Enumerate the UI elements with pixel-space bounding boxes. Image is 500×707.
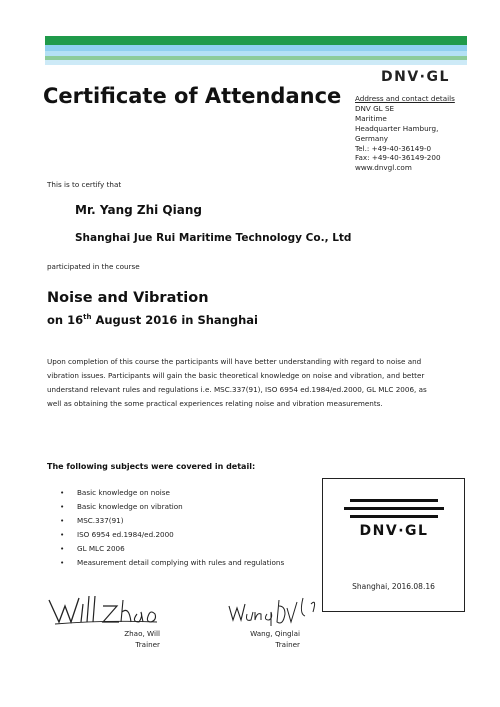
course-title: Noise and Vibration: [47, 290, 209, 306]
bullet-icon: •: [60, 544, 65, 553]
participant-name: Mr. Yang Zhi Qiang: [75, 203, 202, 217]
address-phone: Tel.: +49-40-36149-0: [355, 143, 432, 153]
certify-text: This is to certify that: [47, 180, 122, 189]
address-website: www.dnvgl.com: [355, 163, 412, 173]
address-line: Maritime: [355, 113, 387, 123]
header-color-band: [45, 36, 467, 69]
course-date: on 16th August 2016 in Shanghai: [47, 313, 258, 327]
address-heading: Address and contact details: [355, 94, 455, 103]
list-item: • Measurement detail complying with rules and regulations: [60, 556, 284, 570]
stamp-logo: [344, 499, 444, 539]
address-line: Headquarter Hamburg,: [355, 123, 439, 133]
trainer-role: Trainer: [275, 640, 300, 649]
bullet-icon: •: [60, 502, 65, 511]
trainer-2: [230, 628, 300, 650]
list-item: • GL MLC 2006: [60, 542, 284, 556]
signature-will-zhao: [45, 592, 165, 628]
bullet-icon: •: [60, 516, 65, 525]
bullet-icon: •: [60, 530, 65, 539]
signature-wang-qinglai: [225, 592, 325, 628]
place-date: Shanghai, 2016.08.16: [352, 582, 435, 591]
trainer-1: [100, 628, 160, 650]
address-line: Germany: [355, 133, 389, 143]
company-stamp-box: [322, 478, 465, 612]
trainer-name: Zhao, Will: [124, 629, 160, 638]
list-item: • ISO 6954 ed.1984/ed.2000: [60, 528, 284, 542]
bullet-icon: •: [60, 558, 65, 567]
list-item: • Basic knowledge on noise: [60, 486, 284, 500]
address-fax: Fax: +49-40-36149-200: [355, 153, 441, 163]
stamp-logo-text: DNV·GL: [359, 523, 429, 539]
trainer-name: Wang, Qinglai: [250, 629, 300, 638]
subjects-list: [60, 486, 284, 570]
course-description: Upon completion of this course the participants will have better understanding with regard to noise and vibration issues. Participants will gain the basic theoretical knowledge on noise and vibration, and better understand relevant rules and regulations i.e. MSC.337(91), ISO 6954 ed.1984/ed.2000, GL MLC 2006, as well as obtaining the some practical experiences relating noise and vibration measurements.: [47, 357, 427, 408]
address-line: DNV GL SE: [355, 103, 395, 113]
certificate-title: Certificate of Attendance: [43, 84, 342, 108]
trainer-role: Trainer: [135, 640, 160, 649]
list-item: • MSC.337(91): [60, 514, 284, 528]
list-item: • Basic knowledge on vibration: [60, 500, 284, 514]
company-name: Shanghai Jue Rui Maritime Technology Co., Ltd: [75, 232, 352, 244]
dnvgl-logo: DNV·GL: [381, 69, 450, 85]
bullet-icon: •: [60, 488, 65, 497]
subjects-heading: The following subjects were covered in detail:: [47, 462, 256, 471]
participated-text: participated in the course: [47, 262, 140, 271]
address-block: [355, 94, 455, 173]
